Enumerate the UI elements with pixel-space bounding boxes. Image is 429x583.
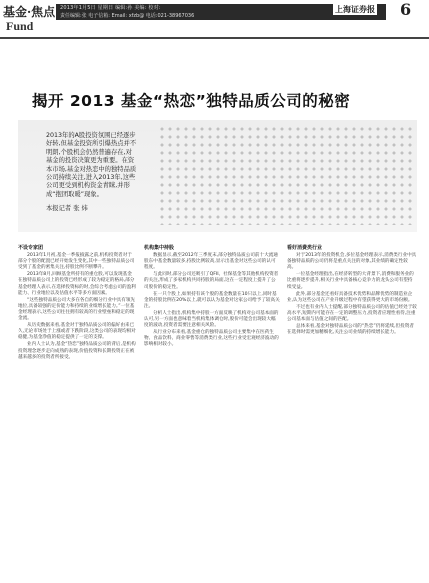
page-number: 6: [400, 0, 412, 19]
article-lead: [46, 132, 138, 214]
paragraph: 与此同时,部分公司还吸引了QFII、社保基金等其他机构投资者的关注,形成了多家机构共同持股的局面,这在一定程度上提升了公司股价的稳定性。: [144, 272, 279, 290]
column-subheading: 看好消费类行业: [287, 245, 323, 251]
paragraph: 一位基金经理指出,在经济转型的大背景下,消费和服务业的比重将逐步提升,相关行业中具备核心竞争力的龙头公司有望持续受益。: [287, 272, 414, 290]
article-column-2: [144, 242, 280, 577]
paragraph: 总体来看,基金对独特品质公司的“热恋”仍将延续,但投资者在选择时需更加精细化,关注公司业绩的持续增长能力。: [287, 324, 414, 336]
header-meta-line2: 责任编辑:张 电子信箱: Email: xfzb@ 电话:021-38967036: [60, 13, 195, 19]
lead-text: 2013年的A股投资氛围已经逐步好转,但基金投资所引爆热点并不明朗,个股机会仍然普遍存在,对基金的投资决策更为重要。在资本市场,基金对热恋中的独特品质公司持续关注,进入2013年,这些公司更受到机构资金青睐,并形成“抱团取暖”现象。: [46, 132, 137, 198]
paragraph: 2013年1月初,基金一季报披露之前,机构投资者对于部分个股的配置已经开始发生变化,其中一些独特品质公司受到了基金的密集关注,持股比例不断攀升。: [18, 253, 135, 271]
paragraph: 不过也有业内人士提醒,部分独特品质公司的估值已经处于较高水平,短期内可能存在一定的调整压力,投资者应理性看待,注重公司基本面与估值之间的匹配。: [287, 304, 417, 323]
paragraph: 此外,部分基金还看好具备技术优势和品牌优势的制造业企业,认为这些公司在产业升级过程中有望获得更大的市场份额。: [287, 291, 413, 303]
page-header: [0, 0, 429, 46]
paragraph: 数据显示,截至2012年三季度末,部分独特品质公司前十大流通股东中基金数量较多,持股比例较高,显示出基金对这些公司的认可程度。: [144, 253, 278, 271]
article-column-1: [18, 242, 136, 577]
paragraph: 从历史数据来看,基金对于独特品质公司的偏好由来已久,无论市场处于上涨或者下跌阶段,这类公司的表现均相对稳健,为基金净值的稳定提供了一定的支撑。: [18, 323, 136, 341]
newspaper-name: 上海证券报: [335, 4, 375, 14]
paragraph: 业内人士认为,基金“热恋”独特品质公司的背后,是机构投资理念逐步走向成熟的表现,价值投资和长期投资正在被越来越多的投资者所接受。: [18, 342, 136, 360]
header-rule: [0, 37, 429, 39]
header-meta-line1: 2013年1月5日 星期日 编辑:孙 美编: 校对:: [60, 5, 161, 11]
paragraph: “这些独特品质公司大多在各自的细分行业中具有领先地位,具备较强的定价能力和持续的业绩增长能力。”一位基金经理表示,这些公司往往拥有较高的行业壁垒和稳定的现金流。: [18, 297, 136, 322]
paragraph: 从行业分布来看,基金重仓的独特品质公司主要集中在医药生物、食品饮料、商业零售等消费类行业,这些行业受宏观经济波动的影响相对较小。: [144, 330, 279, 348]
paragraph: 对于2013年的投资机会,多位基金经理表示,消费类行业中具备独特品质的公司仍将是重点关注的对象,其业绩的确定性较高。: [287, 253, 417, 271]
section-title: 基金·焦点: [3, 5, 56, 19]
column-subheading: 机构集中持股: [144, 245, 175, 251]
column-subheading: 不设专家团: [18, 245, 44, 251]
paragraph: 分析人士指出,机构集中持股一方面反映了机构对公司基本面的认可,另一方面也意味着当机构集体调仓时,股价可能会出现较大幅度的波动,投资者需要注意相关风险。: [144, 310, 279, 329]
paragraph: 在一只个股上,如果持有该个股的基金数量在10只以上,同时基金的持股比例在20%以上,就可以认为基金对这家公司给予了较高关注。: [144, 291, 280, 309]
article-title: 揭开 2013 基金“热恋”独特品质公司的秘密: [32, 92, 351, 110]
paragraph: 2013年8月,回顾基金所持有的重仓股,可以发现基金在独特品质公司上的投资已经形成了较为稳定的格局,部分基金经理人表示,在选择投资标的时,会综合考虑公司的盈利能力、行业地位以及估值水平等多方面因素。: [18, 272, 136, 296]
byline: 本报记者 张 炜: [46, 205, 88, 213]
article-column-3: [287, 242, 417, 577]
dot-pattern-graphic: [158, 125, 413, 225]
section-title-en: Fund: [6, 19, 34, 33]
